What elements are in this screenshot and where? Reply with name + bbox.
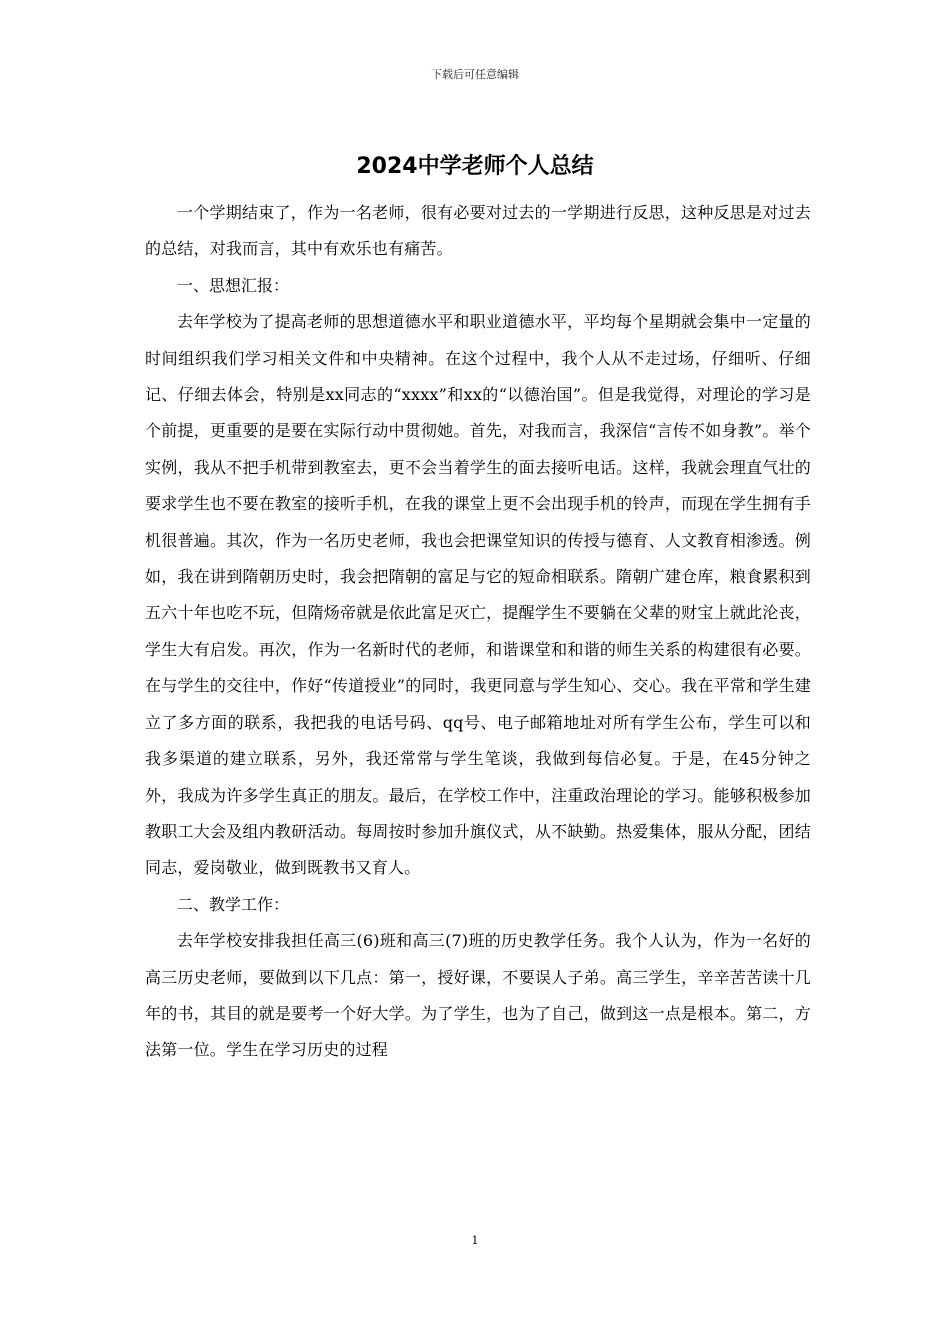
section-heading-thought-report: 一、思想汇报： xyxy=(177,275,290,295)
document-title: 2024中学老师个人总结 xyxy=(356,154,594,179)
teaching-work-paragraph: 去年学校安排我担任高三(6)班和高三(7)班的历史教学任务。我个人认为，作为一名好的高三历史老师，要做到以下几点：第一，授好课，不要误人子弟。高三学生，辛辛苦苦读十几年的书，其目的就是要考一个好大学。为了学生，也为了自己，做到这一点是根本。第二，方法第一位。学生在学习历史的过程 xyxy=(145,931,811,1060)
page-number: 1 xyxy=(471,1234,479,1247)
header-note: 下载后可任意编辑 xyxy=(431,68,519,81)
section-heading-teaching-work: 二、教学工作： xyxy=(177,894,290,914)
thought-report-paragraph: 去年学校为了提高老师的思想道德水平和职业道德水平，平均每个星期就会集中一定量的时间组织我们学习相关文件和中央精神。在这个过程中，我个人从不走过场，仔细听、仔细记、仔细去体会，特别是xx同志的“xxxx”和xx的“以德治国”。但是我觉得，对理论的学习是个前提，更重要的是要在实际行动中贯彻她。首先，对我而言，我深信“言传不如身教”。举个实例，我从不把手机带到教室去，更不会当着学生的面去接听电话。这样，我就会理直气壮的要求学生也不要在教室的接听手机，在我的课堂上更不会出现手机的铃声，而现在学生拥有手机很普遍。其次，作为一名历史老师，我也会把课堂知识的传授与德育、人文教育相渗透。例如，我在讲到隋朝历史时，我会把隋朝的富足与它的短命相联系。隋朝广建仓库，粮食累积到五六十年也吃不玩，但隋炀帝就是依此富足灭亡，提醒学生不要躺在父辈的财宝上就此沦丧，学生大有启发。再次，作为一名新时代的老师，和谐课堂和和谐的师生关系的构建很有必要。在与学生的交往中，作好“传道授业”的同时，我更同意与学生知心、交心。我在平常和学生建立了多方面的联系，我把我的电话号码、qq号、电子邮箱地址对所有学生公布，学生可以和我多渠道的建立联系，另外，我还常常与学生笔谈，我做到每信必复。于是，在45分钟之外，我成为许多学生真正的朋友。最后，在学校工作中，注重政治理论的学习。能够积极参加教职工大会及组内教研活动。每周按时参加升旗仪式，从不缺勤。热爱集体，服从分配，团结同志，爱岗敬业，做到既教书又育人。 xyxy=(145,312,811,878)
intro-paragraph: 一个学期结束了，作为一名老师，很有必要对过去的一学期进行反思，这种反思是对过去的总结，对我而言，其中有欢乐也有痛苦。 xyxy=(145,203,811,259)
document-body xyxy=(145,195,811,1069)
